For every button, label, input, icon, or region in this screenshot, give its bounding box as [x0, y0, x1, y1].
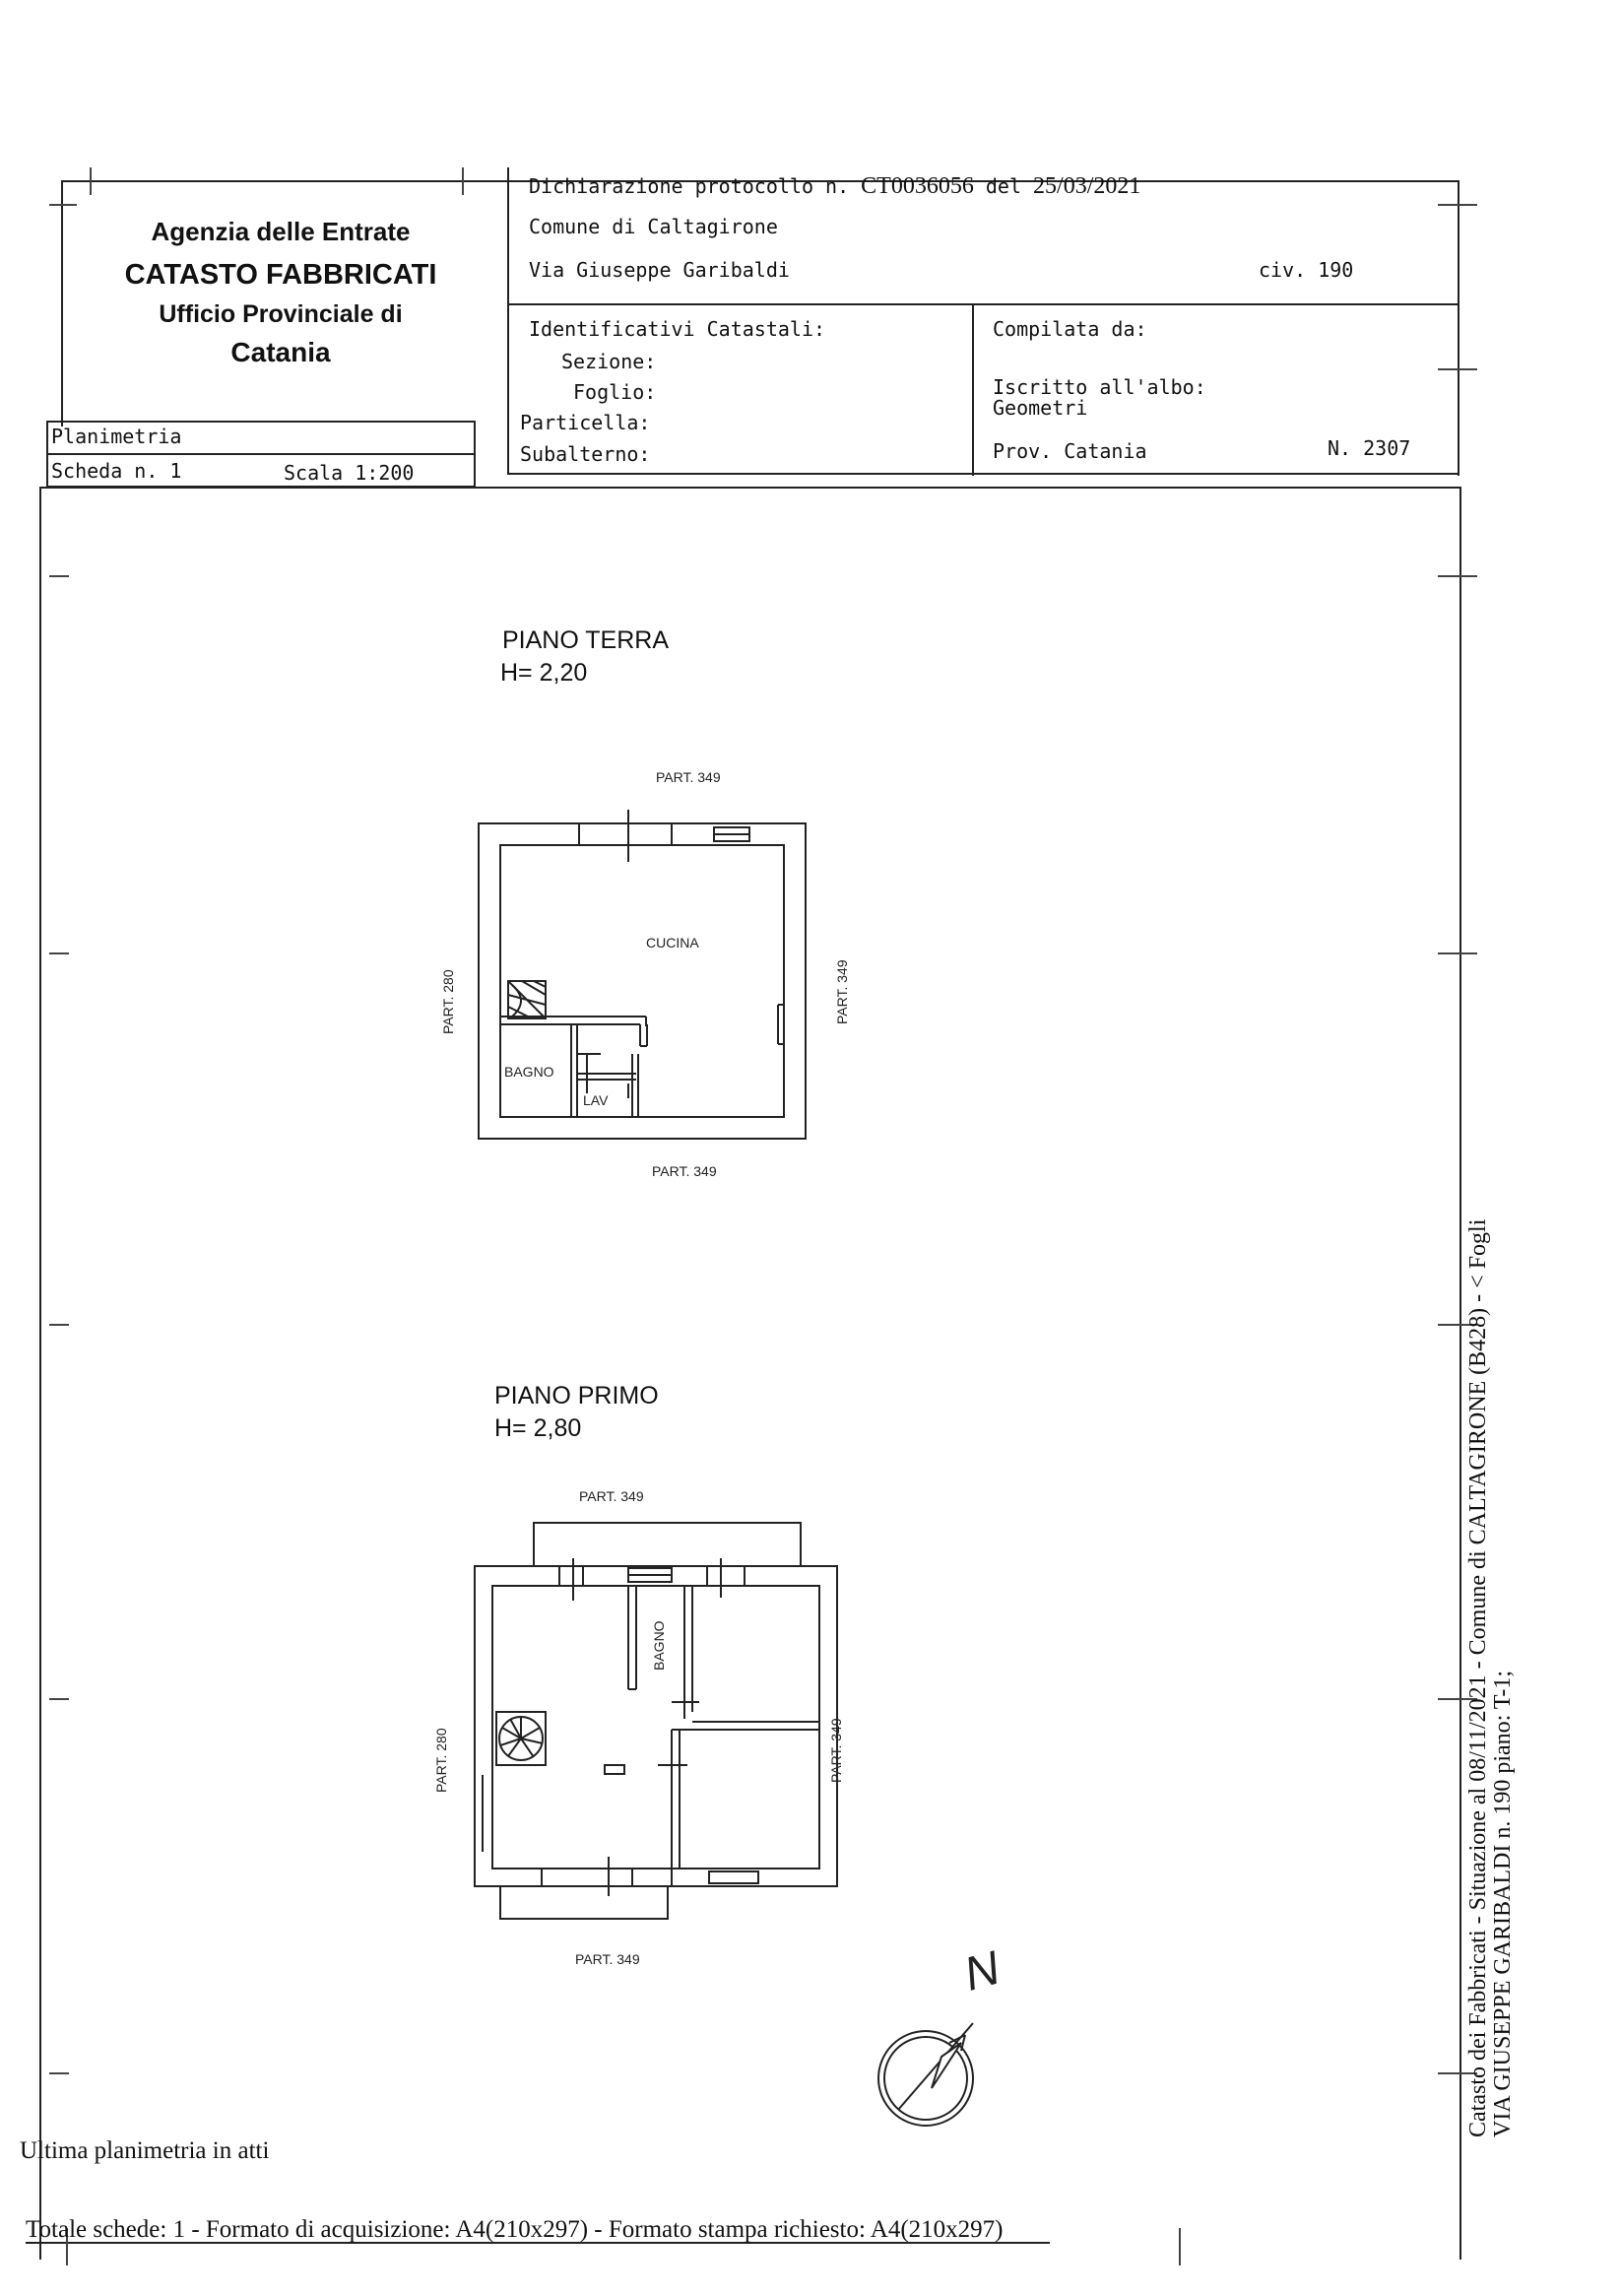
albo-value: Geometri — [993, 396, 1088, 420]
comune: Comune di Caltagirone — [529, 215, 778, 238]
address: Via Giuseppe Garibaldi — [529, 258, 790, 282]
first-floor-title: PIANO PRIMO — [494, 1382, 659, 1410]
compilata-title: Compilata da: — [993, 317, 1147, 341]
ground-south-label: PART. 349 — [652, 1163, 717, 1179]
ground-room-lav: LAV — [583, 1092, 609, 1108]
civico: civ. 190 — [1259, 258, 1354, 282]
ground-east-label: PART. 349 — [834, 959, 850, 1024]
ground-room-kitchen: CUCINA — [646, 935, 699, 951]
particella-label: Particella: — [520, 411, 651, 434]
ultima-planimetria: Ultima planimetria in atti — [20, 2137, 270, 2164]
albo-number: N. 2307 — [1328, 436, 1411, 460]
catasto-situazione-line: Catasto dei Fabbricati - Situazione al 08/11/2021 - Comune di CALTAGIRONE (B428) - < Fogli — [1465, 1218, 1491, 2137]
identificativi-title: Identificativi Catastali: — [529, 317, 826, 341]
ground-floor-plan — [414, 758, 867, 1192]
first-west-label: PART. 280 — [433, 1728, 449, 1793]
compass-north-label: N — [958, 1941, 1005, 2001]
first-north-label: PART. 349 — [579, 1488, 644, 1504]
protocol-number: CT0036056 — [861, 173, 974, 199]
planimetria-label: Planimetria — [51, 425, 182, 448]
scheda-number: Scheda n. 1 — [51, 459, 182, 483]
ground-west-label: PART. 280 — [440, 969, 456, 1034]
date-label: del — [985, 174, 1021, 198]
first-room-bath: BAGNO — [651, 1620, 667, 1671]
first-floor-height: H= 2,80 — [494, 1414, 582, 1442]
north-compass — [867, 1940, 1034, 2157]
province-name: Catania — [230, 337, 331, 367]
foglio-label: Foglio: — [573, 380, 657, 404]
ground-room-bath: BAGNO — [504, 1064, 554, 1080]
totale-schede: Totale schede: 1 - Formato di acquisizione: A4(210x297) - Formato stampa richiesto: A4(210x297) — [26, 2216, 1004, 2243]
first-floor-plan — [414, 1477, 867, 1980]
first-east-label: PART. 349 — [828, 1718, 844, 1783]
declaration-label: Dichiarazione protocollo n. — [529, 174, 850, 198]
first-south-label: PART. 349 — [575, 1951, 640, 1967]
address-piano-line: VIA GIUSEPPE GARIBALDI n. 190 piano: T-1; — [1490, 1670, 1516, 2137]
ground-floor-height: H= 2,20 — [500, 659, 588, 687]
scala-label: Scala 1:200 — [284, 461, 415, 485]
prov-value: Prov. Catania — [993, 439, 1147, 463]
iscritto-label: Iscritto all'albo: — [993, 375, 1206, 399]
subalterno-label: Subalterno: — [520, 442, 651, 466]
ground-north-label: PART. 349 — [656, 769, 721, 785]
sezione-label: Sezione: — [561, 350, 657, 373]
agency-name: Agenzia delle Entrate — [151, 217, 411, 246]
ground-floor-title: PIANO TERRA — [502, 626, 670, 654]
ufficio-label: Ufficio Provinciale di — [159, 300, 403, 328]
catasto-title: CATASTO FABBRICATI — [124, 259, 437, 291]
declaration-date: 25/03/2021 — [1033, 173, 1141, 199]
